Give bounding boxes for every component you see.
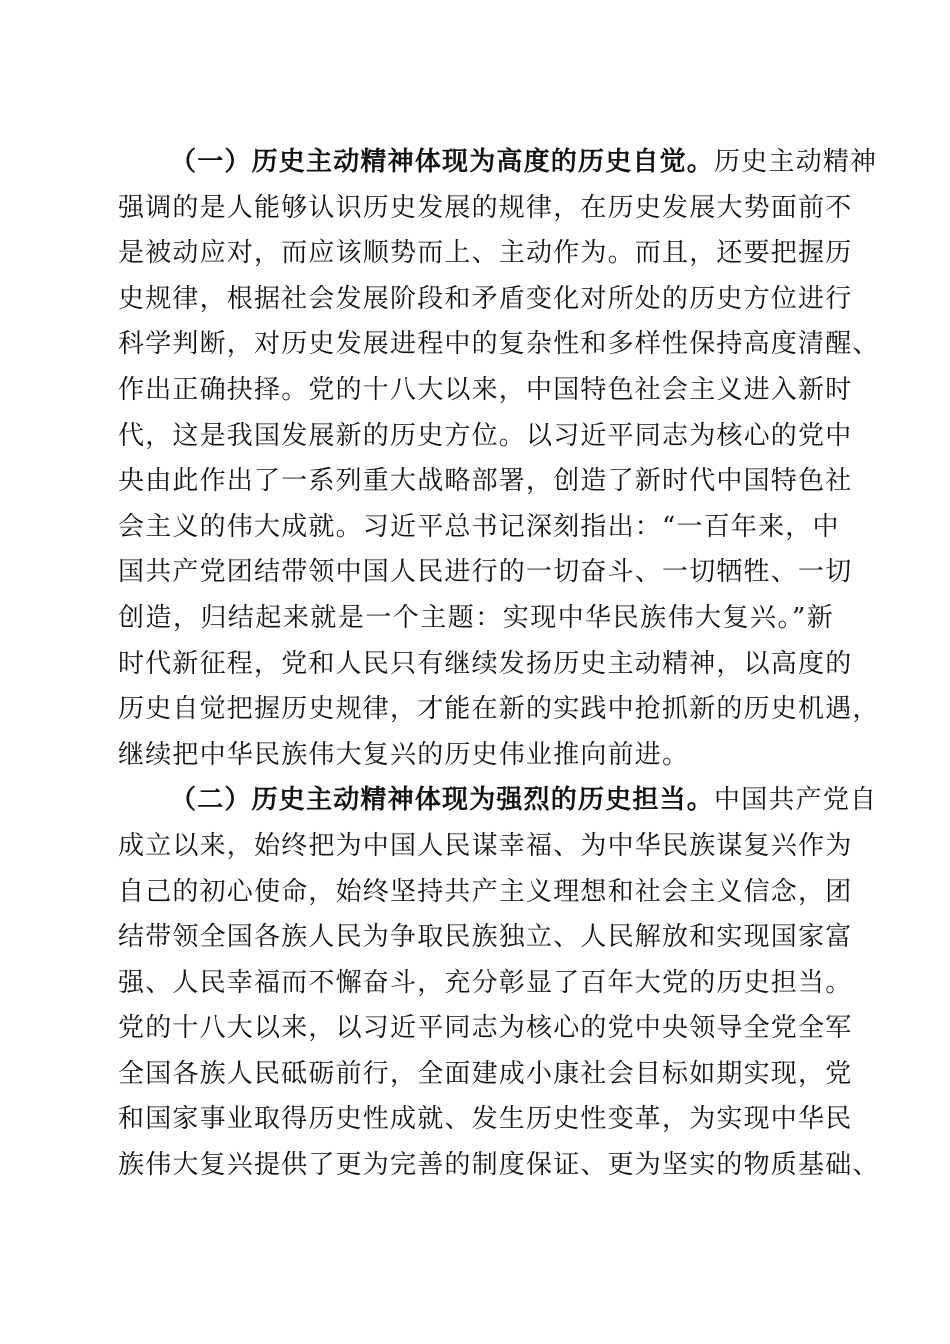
paragraph-1-line-3: 是被动应对，而应该顺势而上、主动作为。而且，还要把握历 <box>118 238 853 269</box>
paragraph-1-line-8: 央由此作出了一系列重大战略部署，创造了新时代中国特色社 <box>118 466 853 497</box>
paragraph-2-line-5: 强、人民幸福而不懈奋斗，充分彰显了百年大党的历史担当。 <box>118 967 853 998</box>
paragraph-2-line-1 <box>118 778 878 824</box>
paragraph-1-line-5: 科学判断，对历史发展进程中的复杂性和多样性保持高度清醒、 <box>118 329 880 360</box>
paragraph-2-line-6: 党的十八大以来，以习近平同志为核心的党中央领导全党全军 <box>118 1013 853 1044</box>
paragraph-2-line-3: 自己的初心使命，始终坚持共产主义理想和社会主义信念，团 <box>118 876 853 907</box>
paragraph-2-line-7: 全国各族人民砥砺前行，全面建成小康社会目标如期实现，党 <box>118 1058 853 1089</box>
paragraph-2-line-2: 成立以来，始终把为中国人民谋幸福、为中华民族谋复兴作为 <box>118 830 853 861</box>
paragraph-1 <box>118 140 880 778</box>
paragraph-2-line-4: 结带领全国各族人民为争取民族独立、人民解放和实现国家富 <box>118 922 853 953</box>
paragraph-1-line-11: 创造，归结起来就是一个主题：实现中华民族伟大复兴。”新 <box>118 602 834 633</box>
paragraph-1-line-7: 代，这是我国发展新的历史方位。以习近平同志为核心的党中 <box>118 420 853 451</box>
paragraph-1-line-4: 史规律，根据社会发展阶段和矛盾变化对所处的历史方位进行 <box>118 283 853 314</box>
paragraph-1-heading: （一）历史主动精神体现为高度的历史自觉。 <box>170 147 715 177</box>
paragraph-1-line-9: 会主义的伟大成就。习近平总书记深刻指出：“一百年来，中 <box>118 511 840 542</box>
paragraph-1-line-12: 时代新征程，党和人民只有继续发扬历史主动精神，以高度的 <box>118 648 853 679</box>
paragraph-2-heading: （二）历史主动精神体现为强烈的历史担当。 <box>170 785 715 816</box>
paragraph-2-line-8: 和国家事业取得历史性成就、发生历史性变革，为实现中华民 <box>118 1104 853 1135</box>
paragraph-2 <box>118 778 880 1188</box>
paragraph-1-line-14: 继续把中华民族伟大复兴的历史伟业推向前进。 <box>118 739 690 770</box>
paragraph-1-line-1 <box>118 140 878 186</box>
body-text <box>118 140 880 1189</box>
paragraph-1-text: 历史主动精神 <box>714 147 878 177</box>
paragraph-1-line-10: 国共产党团结带领中国人民进行的一切奋斗、一切牺牲、一切 <box>118 557 853 588</box>
paragraph-1-line-6: 作出正确抉择。党的十八大以来，中国特色社会主义进入新时 <box>118 374 853 405</box>
paragraph-1-line-2: 强调的是人能够认识历史发展的规律，在历史发展大势面前不 <box>118 192 853 223</box>
paragraph-2-text: 中国共产党自 <box>714 785 878 816</box>
paragraph-1-line-13: 历史自觉把握历史规律，才能在新的实践中抢抓新的历史机遇， <box>118 694 880 725</box>
paragraph-2-line-9: 族伟大复兴提供了更为完善的制度保证、更为坚实的物质基础、 <box>118 1150 880 1181</box>
